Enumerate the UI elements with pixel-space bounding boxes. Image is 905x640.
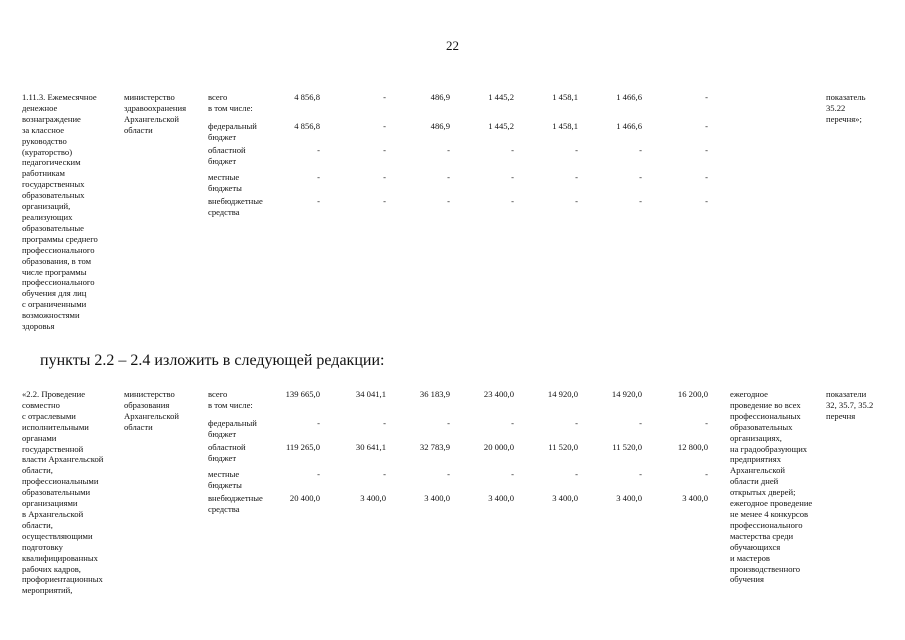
funding-value: 119 265,0	[285, 442, 320, 452]
funding-value: -	[383, 121, 386, 131]
funding-value: -	[383, 92, 386, 102]
funding-value: 3 400,0	[360, 493, 386, 503]
funding-value: 1 458,1	[552, 92, 578, 102]
funding-value: 486,9	[430, 92, 450, 102]
measure-name: «2.2. Проведение совместно с отраслевыми исполнительными органами государственной власти Архангельской области, профессиональными образовательными организациями в Архангельской области, осуществляющими подготовку квалифицированных рабочих кадров, профориентационных мероприятий,	[22, 389, 104, 596]
funding-value: -	[447, 469, 450, 479]
funding-value: -	[705, 92, 708, 102]
funding-value: 11 520,0	[548, 442, 578, 452]
funding-value: -	[705, 196, 708, 206]
funding-value: 4 856,8	[294, 92, 320, 102]
funding-value: -	[511, 469, 514, 479]
funding-value: 12 800,0	[677, 442, 708, 452]
funding-value: 486,9	[430, 121, 450, 131]
funding-value: -	[575, 172, 578, 182]
funding-value: 3 400,0	[552, 493, 578, 503]
funding-value: -	[383, 196, 386, 206]
funding-value: -	[447, 172, 450, 182]
funding-value: -	[575, 418, 578, 428]
funding-value: 20 400,0	[289, 493, 320, 503]
funding-value: -	[317, 196, 320, 206]
funding-value: 1 445,2	[488, 121, 514, 131]
funding-value: 14 920,0	[547, 389, 578, 399]
funding-value: -	[511, 418, 514, 428]
funding-source-label: федеральный бюджет	[208, 121, 257, 142]
funding-value: 16 200,0	[677, 389, 708, 399]
funding-value: 23 400,0	[483, 389, 514, 399]
funding-value: -	[383, 418, 386, 428]
funding-value: -	[705, 418, 708, 428]
funding-source-label: в том числе:	[208, 400, 253, 410]
funding-value: 3 400,0	[424, 493, 450, 503]
funding-value: 32 783,9	[419, 442, 450, 452]
funding-value: 1 458,1	[552, 121, 578, 131]
funding-value: -	[705, 469, 708, 479]
funding-value: -	[317, 469, 320, 479]
funding-value: 36 183,9	[419, 389, 450, 399]
funding-value: -	[639, 145, 642, 155]
funding-value: 20 000,0	[483, 442, 514, 452]
funding-value: -	[639, 172, 642, 182]
funding-value: 34 041,1	[355, 389, 386, 399]
funding-value: 1 466,6	[616, 121, 642, 131]
funding-value: -	[447, 418, 450, 428]
funding-source-label: областной бюджет	[208, 442, 246, 463]
funding-source-label: в том числе:	[208, 103, 253, 113]
funding-value: 11 520,0	[612, 442, 642, 452]
funding-value: -	[317, 418, 320, 428]
funding-value: -	[383, 145, 386, 155]
funding-source-label: внебюджетные средства	[208, 196, 263, 217]
funding-value: -	[575, 196, 578, 206]
measure-name: 1.11.3. Ежемесячное денежное вознаграждение за классное руководство (кураторство) педагогическим работникам государственных образовательных организаций, реализующих образовательные программы среднего профессионального образования, в том числе программы профессионального обучения для лиц с ограниченными возможностями здоровья	[22, 92, 98, 332]
funding-value: -	[447, 145, 450, 155]
funding-value: -	[511, 145, 514, 155]
funding-value: 30 641,1	[355, 442, 386, 452]
funding-value: -	[317, 172, 320, 182]
funding-value: 139 665,0	[285, 389, 320, 399]
indicator-reference: показатель 35.22 перечня»;	[826, 92, 866, 124]
funding-value: -	[575, 469, 578, 479]
funding-value: -	[511, 196, 514, 206]
section-heading: пункты 2.2 – 2.4 изложить в следующей редакции:	[40, 352, 385, 369]
funding-value: -	[317, 145, 320, 155]
funding-value: 3 400,0	[488, 493, 514, 503]
funding-value: -	[511, 172, 514, 182]
funding-value: 14 920,0	[611, 389, 642, 399]
funding-value: -	[447, 196, 450, 206]
funding-value: 1 466,6	[616, 92, 642, 102]
responsible-executor: министерство здравоохранения Архангельской области	[124, 92, 187, 135]
page-number: 22	[446, 38, 459, 53]
funding-value: 4 856,8	[294, 121, 320, 131]
funding-value: -	[639, 196, 642, 206]
funding-value: -	[639, 418, 642, 428]
funding-source-label: всего	[208, 92, 228, 102]
indicator-reference: показатели 32, 35.7, 35.2 перечня	[826, 389, 874, 421]
funding-value: -	[705, 172, 708, 182]
funding-value: 3 400,0	[616, 493, 642, 503]
funding-value: -	[383, 172, 386, 182]
funding-value: 1 445,2	[488, 92, 514, 102]
funding-value: -	[639, 469, 642, 479]
funding-value: 3 400,0	[682, 493, 708, 503]
funding-value: -	[575, 145, 578, 155]
expected-result: ежегодное проведение во всех профессиональных образовательных организациях, на градообразующих предприятиях Архангельской области дней открытых дверей; ежегодное проведение не менее 4 конкурсов профессионального мастерства среди обучающихся и мастеров производственного обучения	[730, 389, 813, 585]
funding-source-label: федеральный бюджет	[208, 418, 257, 439]
funding-value: -	[705, 145, 708, 155]
funding-value: -	[383, 469, 386, 479]
funding-source-label: местные бюджеты	[208, 469, 242, 490]
funding-value: -	[705, 121, 708, 131]
responsible-executor: министерство образования Архангельской области	[124, 389, 179, 432]
funding-source-label: внебюджетные средства	[208, 493, 263, 514]
funding-source-label: всего	[208, 389, 228, 399]
funding-source-label: областной бюджет	[208, 145, 246, 166]
funding-source-label: местные бюджеты	[208, 172, 242, 193]
